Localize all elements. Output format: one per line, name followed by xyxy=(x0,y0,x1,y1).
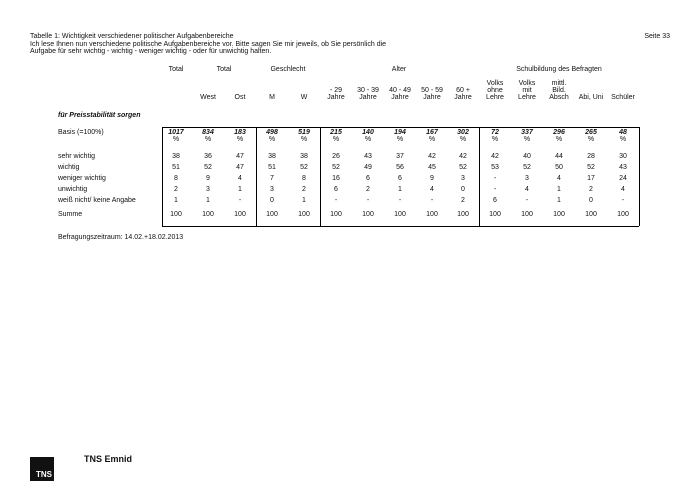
table-cell: - xyxy=(238,197,242,204)
basis-unit: % xyxy=(172,136,180,143)
table-cell: 17 xyxy=(587,175,595,182)
table-cell: - xyxy=(493,175,497,182)
table-cell: 49 xyxy=(364,164,372,171)
column-header: Abi, Uni xyxy=(578,94,604,101)
table-cell: 100 xyxy=(298,211,310,218)
table-cell: 44 xyxy=(555,153,563,160)
group-alter: Alter xyxy=(391,66,407,73)
table-cell: 100 xyxy=(394,211,406,218)
table-cell: 4 xyxy=(238,175,242,182)
row-label: wichtig xyxy=(58,164,80,171)
basis-value: 72 xyxy=(491,129,499,136)
column-header: Jahre xyxy=(454,94,472,101)
table-rule xyxy=(162,226,639,227)
column-header: Jahre xyxy=(359,94,377,101)
table-cell: 43 xyxy=(619,164,627,171)
table-cell: 26 xyxy=(332,153,340,160)
table-cell: 6 xyxy=(334,186,338,193)
column-header: Jahre xyxy=(423,94,441,101)
table-cell: 52 xyxy=(300,164,308,171)
divider xyxy=(256,127,257,226)
basis-value: 167 xyxy=(426,129,438,136)
table-cell: 52 xyxy=(587,164,595,171)
table-cell: 47 xyxy=(236,153,244,160)
table-cell: 52 xyxy=(459,164,467,171)
table-cell: 9 xyxy=(206,175,210,182)
group-schulbildung: Schulbildung des Befragten xyxy=(516,66,602,73)
table-cell: 38 xyxy=(172,153,180,160)
column-header: West xyxy=(200,94,216,101)
basis-value: 498 xyxy=(266,129,278,136)
table-cell: 43 xyxy=(364,153,372,160)
table-cell: 7 xyxy=(270,175,274,182)
table-cell: 100 xyxy=(457,211,469,218)
table-cell: 6 xyxy=(366,175,370,182)
table-cell: 8 xyxy=(174,175,178,182)
basis-unit: % xyxy=(396,136,404,143)
table-cell: 53 xyxy=(491,164,499,171)
column-header: ohne xyxy=(487,87,503,94)
column-header: Volks xyxy=(486,80,504,87)
table-cell: 36 xyxy=(204,153,212,160)
page-number: Seite 33 xyxy=(644,33,670,40)
group-geschlecht: Geschlecht xyxy=(270,66,306,73)
basis-unit: % xyxy=(587,136,595,143)
basis-label: Basis (=100%) xyxy=(58,129,104,136)
table-cell: 100 xyxy=(266,211,278,218)
table-cell: 4 xyxy=(621,186,625,193)
table-cell: 50 xyxy=(555,164,563,171)
basis-unit: % xyxy=(268,136,276,143)
table-header xyxy=(30,33,670,56)
table-title: Tabelle 1: Wichtigkeit verschiedener politischer Aufgabenbereiche xyxy=(30,33,234,40)
divider xyxy=(639,127,640,226)
table-cell: 100 xyxy=(426,211,438,218)
table-cell: 2 xyxy=(366,186,370,193)
table-cell: 38 xyxy=(300,153,308,160)
column-header: Schüler xyxy=(611,94,635,101)
table-cell: 30 xyxy=(619,153,627,160)
table-cell: 37 xyxy=(396,153,404,160)
column-header: Bild. xyxy=(552,87,566,94)
column-header: mit xyxy=(522,87,532,94)
basis-unit: % xyxy=(491,136,499,143)
table-cell: 2 xyxy=(589,186,593,193)
basis-value: 519 xyxy=(298,129,310,136)
basis-value: 140 xyxy=(362,129,374,136)
table-cell: 56 xyxy=(396,164,404,171)
basis-value: 215 xyxy=(330,129,342,136)
table-cell: - xyxy=(493,186,497,193)
basis-unit: % xyxy=(428,136,436,143)
column-header: - 29 xyxy=(329,87,343,94)
divider xyxy=(162,127,163,226)
table-cell: 100 xyxy=(362,211,374,218)
column-header: 30 - 39 xyxy=(357,87,379,94)
table-cell: 1 xyxy=(557,186,561,193)
column-header: 60 + xyxy=(456,87,470,94)
basis-value: 48 xyxy=(619,129,627,136)
table-cell: 1 xyxy=(238,186,242,193)
table-cell: 100 xyxy=(170,211,182,218)
column-header: W xyxy=(300,94,308,101)
brand-name: TNS Emnid xyxy=(84,454,133,464)
column-header: Lehre xyxy=(518,94,536,101)
column-header: M xyxy=(269,94,275,101)
table-cell: 51 xyxy=(172,164,180,171)
row-label: weniger wichtig xyxy=(58,175,106,182)
basis-unit: % xyxy=(300,136,308,143)
table-cell: 2 xyxy=(461,197,465,204)
table-cell: 100 xyxy=(202,211,214,218)
table-cell: 42 xyxy=(428,153,436,160)
logo-mark: TNS xyxy=(36,470,52,479)
table-cell: 1 xyxy=(206,197,210,204)
row-label: sehr wichtig xyxy=(58,153,95,160)
section-title: für Preisstabilität sorgen xyxy=(58,112,141,119)
table-cell: 2 xyxy=(302,186,306,193)
basis-value: 183 xyxy=(234,129,246,136)
table-cell: 16 xyxy=(332,175,340,182)
basis-unit: % xyxy=(204,136,212,143)
basis-unit: % xyxy=(555,136,563,143)
table-cell: 4 xyxy=(557,175,561,182)
basis-unit: % xyxy=(236,136,244,143)
table-cell: 0 xyxy=(461,186,465,193)
table-cell: 100 xyxy=(330,211,342,218)
table-cell: 100 xyxy=(234,211,246,218)
table-cell: 24 xyxy=(619,175,627,182)
basis-value: 1017 xyxy=(168,129,184,136)
basis-value: 265 xyxy=(585,129,597,136)
table-cell: 9 xyxy=(430,175,434,182)
table-cell: 40 xyxy=(523,153,531,160)
table-cell: - xyxy=(398,197,402,204)
table-cell: 28 xyxy=(587,153,595,160)
basis-value: 337 xyxy=(521,129,533,136)
table-cell: 100 xyxy=(617,211,629,218)
table-cell: - xyxy=(366,197,370,204)
question-text-line-1: Ich lese Ihnen nun verschiedene politische Aufgabenbereiche vor. Bitte sagen Sie mir jeweils, ob Sie persönlich die xyxy=(30,40,387,48)
question-text-line-2: Aufgabe für sehr wichtig - wichtig - weniger wichtig - oder für unwichtig halten. xyxy=(30,48,272,56)
table-cell: 0 xyxy=(589,197,593,204)
table-cell: 100 xyxy=(521,211,533,218)
basis-value: 302 xyxy=(457,129,469,136)
table-cell: 4 xyxy=(430,186,434,193)
divider xyxy=(320,127,321,226)
basis-value: 296 xyxy=(553,129,565,136)
table-rule xyxy=(162,127,639,128)
table-cell: 100 xyxy=(553,211,565,218)
table-cell: - xyxy=(525,197,529,204)
table-cell: 1 xyxy=(174,197,178,204)
survey-period: Befragungszeitraum: 14.02.+18.02.2013 xyxy=(58,234,184,241)
row-label: weiß nicht/ keine Angabe xyxy=(58,197,136,204)
table-cell: 38 xyxy=(268,153,276,160)
column-header: Lehre xyxy=(486,94,504,101)
table-cell: 1 xyxy=(302,197,306,204)
table-cell: 6 xyxy=(493,197,497,204)
basis-unit: % xyxy=(332,136,340,143)
table-cell: 3 xyxy=(206,186,210,193)
table-cell: 2 xyxy=(174,186,178,193)
column-header: 40 - 49 xyxy=(389,87,411,94)
column-header: Absch xyxy=(549,94,569,101)
basis-value: 834 xyxy=(202,129,214,136)
table-cell: 42 xyxy=(459,153,467,160)
table-cell: 3 xyxy=(525,175,529,182)
table-cell: 1 xyxy=(557,197,561,204)
column-header: Volks xyxy=(518,80,536,87)
divider xyxy=(479,127,480,226)
row-label-summe: Summe xyxy=(58,211,83,218)
row-label: unwichtig xyxy=(58,186,88,193)
table-cell: 52 xyxy=(523,164,531,171)
column-header: mittl. xyxy=(551,80,567,87)
group-total-region: Total xyxy=(216,66,232,73)
basis-unit: % xyxy=(364,136,372,143)
column-header: 50 - 59 xyxy=(421,87,443,94)
table-cell: 3 xyxy=(270,186,274,193)
table-cell: - xyxy=(334,197,338,204)
column-header: Ost xyxy=(234,94,246,101)
table-cell: 52 xyxy=(332,164,340,171)
table-cell: 100 xyxy=(489,211,501,218)
basis-unit: % xyxy=(523,136,531,143)
table-cell: 0 xyxy=(270,197,274,204)
basis-unit: % xyxy=(619,136,627,143)
table-cell: - xyxy=(621,197,625,204)
group-total: Total xyxy=(168,66,184,73)
tns-logo xyxy=(30,457,54,481)
basis-value: 194 xyxy=(394,129,406,136)
column-header: Jahre xyxy=(327,94,345,101)
table-cell: 52 xyxy=(204,164,212,171)
table-cell: 45 xyxy=(428,164,436,171)
table-cell: 47 xyxy=(236,164,244,171)
table-cell: 3 xyxy=(461,175,465,182)
column-header: Jahre xyxy=(391,94,409,101)
table-cell: 6 xyxy=(398,175,402,182)
basis-unit: % xyxy=(459,136,467,143)
table-cell: - xyxy=(430,197,434,204)
table-cell: 51 xyxy=(268,164,276,171)
table-cell: 100 xyxy=(585,211,597,218)
table-cell: 4 xyxy=(525,186,529,193)
table-cell: 42 xyxy=(491,153,499,160)
table-cell: 1 xyxy=(398,186,402,193)
table-cell: 8 xyxy=(302,175,306,182)
